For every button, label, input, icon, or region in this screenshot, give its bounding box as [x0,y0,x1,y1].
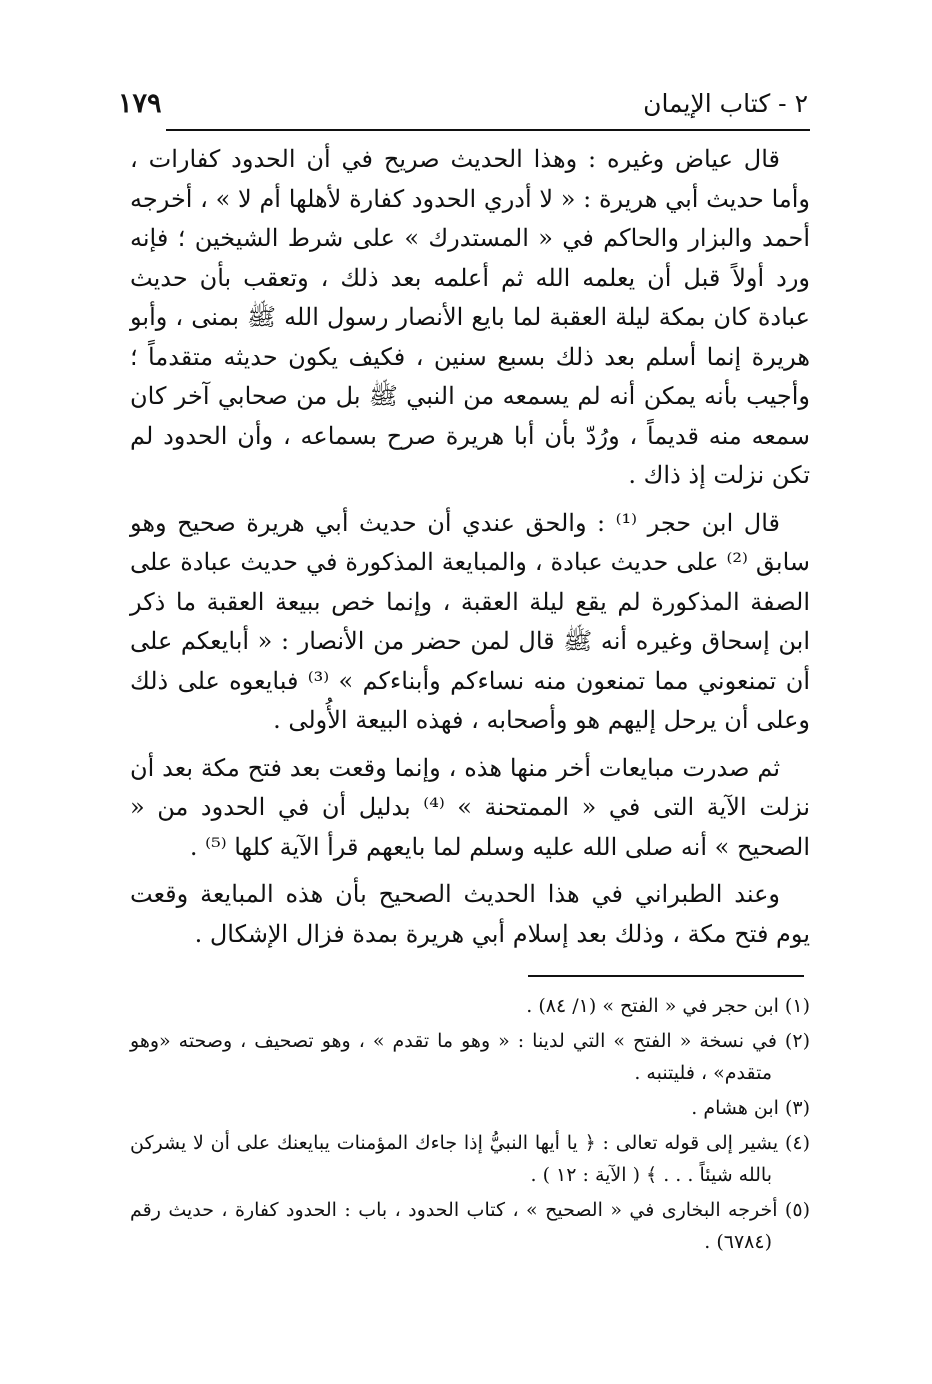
running-title: ٢ - كتاب الإيمان [643,89,808,118]
footnotes [130,990,810,1261]
paragraph: قال ابن حجر ⁽¹⁾ : والحق عندي أن حديث أبي هريرة صحيح وهو سابق ⁽²⁾ على حديث عبادة ، والمبايعة المذكورة في حديث عبادة على الصفة المذكورة لم يقع ليلة العقبة ، وإنما خص ببيعة العقبة ما ذكر ابن إسحاق وغيره أنه ﷺ قال لمن حضر من الأنصار : « أبايعكم على أن تمنعوني مما تمنعون منه نساءكم وأبناءكم » ⁽³⁾ فبايعوه على ذلك وعلى أن يرحل إليهم هو وأصحابه ، فهذه البيعة الأُولى . [130,508,810,734]
footnote: (٥) أخرجه البخارى في « الصحيح » ، كتاب الحدود ، باب : الحدود كفارة ، حديث رقم (٦٧٨٤) . [130,1199,810,1253]
page-number: ١٧٩ [118,88,162,119]
footnote-rule [528,975,804,977]
page-header [118,84,808,124]
paragraph: ثم صدرت مبايعات أخر منها هذه ، وإنما وقعت بعد فتح مكة بعد أن نزلت الآية التى في « الممتحنة » ⁽⁴⁾ بدليل أن في الحدود من « الصحيح » أنه صلى الله عليه وسلم لما بايعهم قرأ الآية كلها ⁽⁵⁾ . [130,753,810,861]
main-text [130,140,810,962]
footnote: (٤) يشير إلى قوله تعالى : ﴿ يا أيها النبيُّ إذا جاءك المؤمنات يبايعنك على أن لا يشركن بالله شيئاً . . . ﴾ ( الآية : ١٢ ) . [130,1132,810,1186]
header-rule [166,129,810,131]
footnote: (٢) في نسخة « الفتح » التي لدينا : « وهو ما تقدم » ، وهو تصحيف ، وصحته «وهو متقدم» ، فليتنبه . [130,1030,810,1084]
paragraph: وعند الطبراني في هذا الحديث الصحيح بأن هذه المبايعة وقعت يوم فتح مكة ، وذلك بعد إسلام أبي هريرة بمدة فزال الإشكال . [130,880,810,948]
footnote: (١) ابن حجر في « الفتح » (١/ ٨٤) . [526,995,810,1017]
footnote: (٣) ابن هشام . [691,1097,810,1119]
paragraph: قال عياض وغيره : وهذا الحديث صريح في أن الحدود كفارات ، وأما حديث أبي هريرة : « لا أدري الحدود كفارة لأهلها أم لا » ، أخرجه أحمد والبزار والحاكم في « المستدرك » على شرط الشيخين ؛ فإنه ورد أولاً قبل أن يعلمه الله ثم أعلمه بعد ذلك ، وتعقب بأن حديث عبادة كان بمكة ليلة العقبة لما بايع الأنصار رسول الله ﷺ بمنى ، وأبو هريرة إنما أسلم بعد ذلك بسبع سنين ، فكيف يكون حديثه متقدماً ؛ وأجيب بأنه يمكن أنه لم يسمعه من النبي ﷺ بل من صحابي آخر كان سمعه منه قديماً ، ورُدّ بأن أبا هريرة صرح بسماعه ، وأن الحدود لم تكن نزلت إذ ذاك . [130,145,810,489]
